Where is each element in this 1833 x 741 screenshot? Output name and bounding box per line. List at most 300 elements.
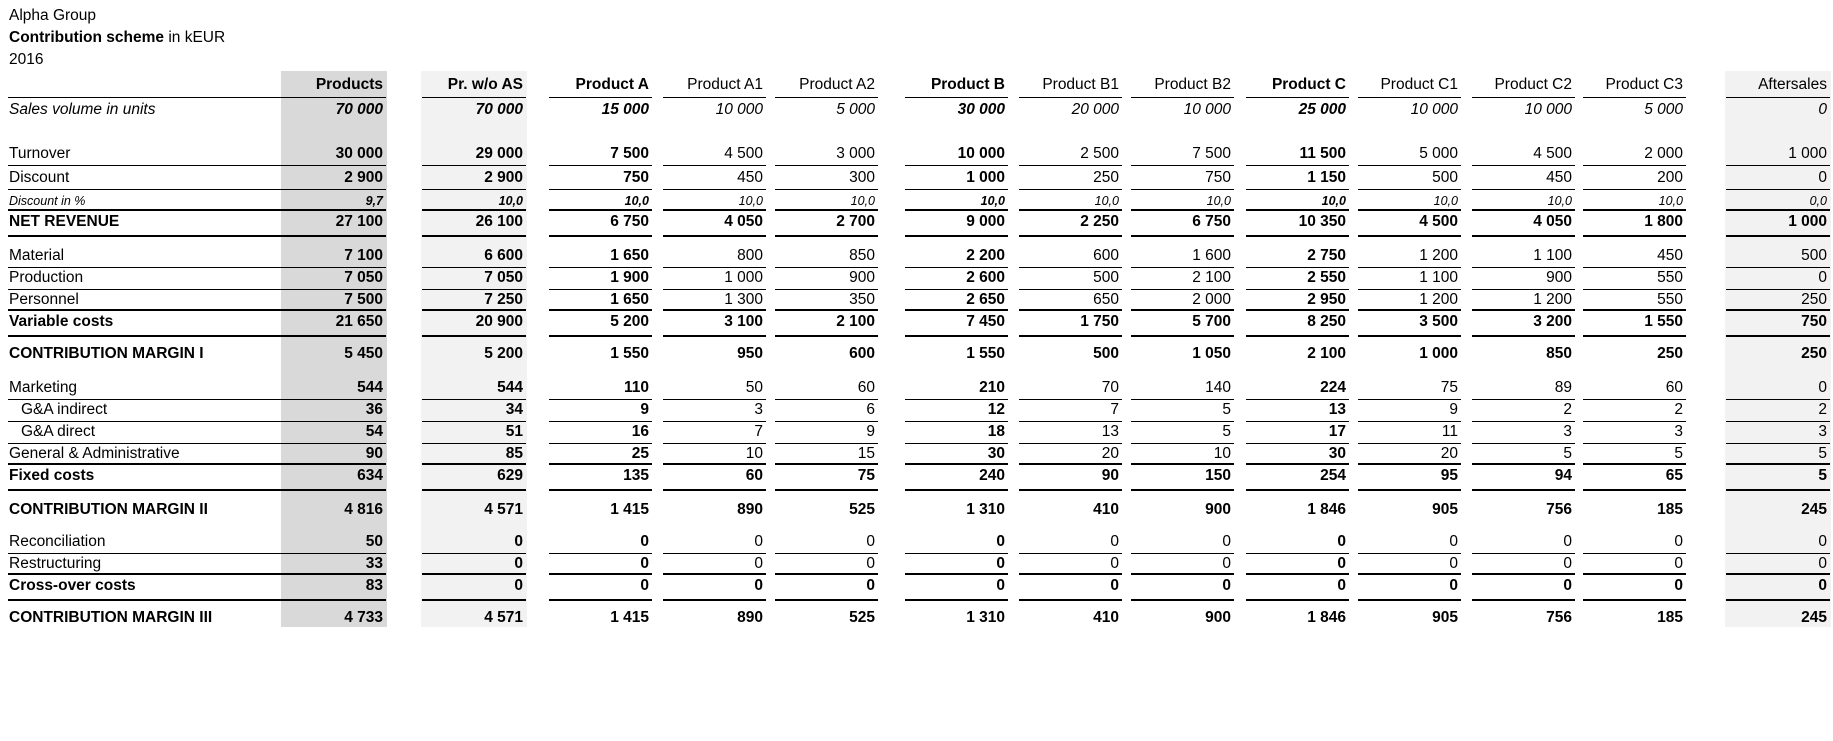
cell-material: 2 750	[1307, 247, 1346, 264]
cell-general-admin: 10	[745, 445, 763, 462]
header-rule-col	[282, 97, 386, 98]
row-separator	[8, 189, 282, 190]
section-end-rule	[1019, 335, 1122, 337]
row-label-cm3: CONTRIBUTION MARGIN III	[9, 609, 213, 626]
report-year: 2016	[9, 51, 44, 68]
total-separator	[1726, 573, 1830, 575]
cell-sales-volume: 15 000	[601, 101, 649, 118]
section-end-rule	[1726, 335, 1830, 337]
total-separator	[282, 209, 386, 211]
row-separator	[1583, 165, 1686, 166]
cell-restructuring: 0	[514, 555, 523, 572]
row-separator	[8, 399, 282, 400]
section-end-rule	[8, 489, 282, 491]
cell-variable-costs: 21 650	[335, 313, 383, 330]
row-separator	[282, 289, 386, 290]
row-separator	[1726, 421, 1830, 422]
row-separator	[905, 189, 1008, 190]
cell-discount-pct: 10,0	[1094, 194, 1119, 208]
total-separator	[1583, 209, 1686, 211]
row-separator	[663, 443, 766, 444]
cell-production: 0	[1818, 269, 1827, 286]
row-separator	[775, 553, 878, 554]
cell-marketing: 50	[745, 379, 763, 396]
cell-restructuring: 0	[1337, 555, 1346, 572]
total-separator	[1131, 573, 1234, 575]
row-separator	[1472, 267, 1575, 268]
cell-reconciliation: 0	[640, 533, 649, 550]
cell-crossover: 0	[1563, 577, 1572, 594]
row-separator	[8, 443, 282, 444]
total-separator	[1131, 463, 1234, 465]
cell-cm2: 1 415	[610, 501, 649, 518]
column-header-products: Products	[315, 76, 383, 93]
cell-crossover: 0	[640, 577, 649, 594]
total-separator	[905, 209, 1008, 211]
total-separator	[1246, 573, 1349, 575]
section-end-rule	[549, 235, 652, 237]
cell-material: 1 200	[1419, 247, 1458, 264]
cell-fixed-costs: 240	[979, 467, 1005, 484]
cell-restructuring: 0	[866, 555, 875, 572]
cell-restructuring: 0	[1449, 555, 1458, 572]
cell-discount-pct: 10,0	[1321, 194, 1346, 208]
row-separator	[1131, 165, 1234, 166]
section-end-rule	[905, 235, 1008, 237]
row-separator	[775, 165, 878, 166]
cell-net-revenue: 4 050	[1533, 213, 1572, 230]
cell-personnel: 1 200	[1533, 291, 1572, 308]
cell-cm3: 905	[1432, 609, 1458, 626]
cell-production: 1 900	[610, 269, 649, 286]
section-end-rule	[1019, 599, 1122, 601]
total-separator	[663, 209, 766, 211]
section-end-rule	[422, 599, 526, 601]
row-separator	[1583, 289, 1686, 290]
section-end-rule	[282, 489, 386, 491]
row-separator	[905, 553, 1008, 554]
cell-variable-costs: 8 250	[1307, 313, 1346, 330]
cell-cm3: 1 310	[966, 609, 1005, 626]
row-separator	[1358, 267, 1461, 268]
row-separator	[1019, 289, 1122, 290]
cell-ga-indirect: 13	[1328, 401, 1346, 418]
column-header-product-b2: Product B2	[1154, 76, 1231, 93]
row-label-production: Production	[9, 269, 84, 286]
cell-net-revenue: 27 100	[335, 213, 383, 230]
row-separator	[1246, 165, 1349, 166]
cell-discount: 300	[849, 169, 875, 186]
row-separator	[1358, 399, 1461, 400]
header-rule-col	[1472, 97, 1575, 98]
cell-material: 800	[737, 247, 763, 264]
row-separator	[663, 399, 766, 400]
cell-cm3: 4 571	[484, 609, 523, 626]
row-label-net-revenue: NET REVENUE	[9, 213, 120, 230]
row-separator	[549, 289, 652, 290]
cell-turnover: 11 500	[1299, 145, 1346, 162]
row-separator	[1472, 165, 1575, 166]
cell-discount: 500	[1432, 169, 1458, 186]
cell-crossover: 0	[866, 577, 875, 594]
total-separator	[1246, 309, 1349, 311]
row-separator	[549, 443, 652, 444]
cell-reconciliation: 0	[1222, 533, 1231, 550]
cell-fixed-costs: 629	[497, 467, 523, 484]
section-end-rule	[549, 599, 652, 601]
row-separator	[282, 267, 386, 268]
total-separator	[663, 309, 766, 311]
cell-fixed-costs: 95	[1440, 467, 1458, 484]
section-end-rule	[905, 335, 1008, 337]
total-separator	[1358, 309, 1461, 311]
row-label-fixed-costs: Fixed costs	[9, 467, 95, 484]
total-separator	[282, 309, 386, 311]
row-separator	[905, 289, 1008, 290]
row-separator	[1472, 421, 1575, 422]
cell-restructuring: 0	[640, 555, 649, 572]
cell-discount: 450	[1546, 169, 1572, 186]
cell-crossover: 0	[754, 577, 763, 594]
column-header-product-a1: Product A1	[687, 76, 763, 93]
cell-turnover: 4 500	[1533, 145, 1572, 162]
cell-turnover: 3 000	[836, 145, 875, 162]
row-separator	[905, 399, 1008, 400]
cell-cm1: 5 450	[344, 345, 383, 362]
row-separator	[8, 289, 282, 290]
section-end-rule	[1726, 489, 1830, 491]
cell-marketing: 544	[497, 379, 523, 396]
cell-fixed-costs: 634	[357, 467, 383, 484]
row-separator	[282, 553, 386, 554]
cell-general-admin: 5	[1818, 445, 1827, 462]
section-end-rule	[663, 489, 766, 491]
cell-cm2: 900	[1205, 501, 1231, 518]
cell-turnover: 2 000	[1644, 145, 1683, 162]
cell-material: 1 650	[610, 247, 649, 264]
cell-material: 600	[1093, 247, 1119, 264]
cell-marketing: 140	[1205, 379, 1231, 396]
total-separator	[775, 573, 878, 575]
cell-net-revenue: 26 100	[475, 213, 523, 230]
cell-restructuring: 0	[1674, 555, 1683, 572]
total-separator	[775, 209, 878, 211]
cell-cm1: 950	[737, 345, 763, 362]
total-separator	[663, 573, 766, 575]
cell-sales-volume: 25 000	[1298, 101, 1346, 118]
header-rule-col	[905, 97, 1008, 98]
cell-variable-costs: 3 500	[1419, 313, 1458, 330]
cell-ga-direct: 13	[1101, 423, 1119, 440]
cell-cm3: 1 415	[610, 609, 649, 626]
cell-crossover: 0	[1222, 577, 1231, 594]
cell-sales-volume: 70 000	[335, 101, 383, 118]
row-separator	[422, 421, 526, 422]
row-separator	[1131, 553, 1234, 554]
row-separator	[663, 553, 766, 554]
cell-fixed-costs: 65	[1665, 467, 1683, 484]
company-name: Alpha Group	[9, 7, 97, 24]
cell-ga-indirect: 12	[987, 401, 1005, 418]
row-separator	[775, 421, 878, 422]
cell-ga-direct: 9	[866, 423, 875, 440]
section-end-rule	[282, 335, 386, 337]
row-separator	[422, 399, 526, 400]
row-separator	[905, 443, 1008, 444]
cell-cm3: 525	[849, 609, 875, 626]
cell-cm1: 1 050	[1192, 345, 1231, 362]
cell-crossover: 0	[1449, 577, 1458, 594]
cell-general-admin: 25	[631, 445, 649, 462]
section-end-rule	[905, 489, 1008, 491]
row-separator	[1246, 267, 1349, 268]
cell-ga-direct: 18	[987, 423, 1005, 440]
header-rule-col	[422, 97, 526, 98]
cell-material: 850	[849, 247, 875, 264]
header-rule-col	[549, 97, 652, 98]
column-header-product-c2: Product C2	[1494, 76, 1572, 93]
cell-marketing: 110	[623, 379, 649, 396]
cell-general-admin: 90	[365, 445, 383, 462]
cell-restructuring: 0	[1222, 555, 1231, 572]
total-separator	[1246, 209, 1349, 211]
cell-ga-direct: 7	[754, 423, 763, 440]
cell-fixed-costs: 90	[1101, 467, 1119, 484]
cell-marketing: 210	[979, 379, 1005, 396]
row-label-discount-pct: Discount in %	[9, 194, 86, 208]
cell-net-revenue: 6 750	[610, 213, 649, 230]
cell-cm3: 1 846	[1307, 609, 1346, 626]
cell-sales-volume: 70 000	[475, 101, 523, 118]
total-separator	[282, 463, 386, 465]
cell-marketing: 60	[857, 379, 875, 396]
cell-ga-indirect: 36	[365, 401, 383, 418]
section-end-rule	[282, 599, 386, 601]
cell-net-revenue: 9 000	[966, 213, 1005, 230]
row-separator	[1583, 443, 1686, 444]
cell-sales-volume: 10 000	[1183, 101, 1231, 118]
cell-personnel: 550	[1657, 291, 1683, 308]
cell-cm2: 756	[1546, 501, 1572, 518]
cell-marketing: 224	[1320, 379, 1346, 396]
cell-variable-costs: 5 200	[610, 313, 649, 330]
total-separator	[1131, 209, 1234, 211]
row-separator	[422, 189, 526, 190]
column-header-product-c: Product C	[1271, 76, 1346, 93]
section-end-rule	[1358, 489, 1461, 491]
row-separator	[1726, 399, 1830, 400]
row-separator	[1583, 267, 1686, 268]
cell-cm1: 5 200	[484, 345, 523, 362]
row-label-restructuring: Restructuring	[9, 555, 102, 572]
cell-discount: 750	[623, 169, 649, 186]
row-separator	[1131, 421, 1234, 422]
column-header-product-a: Product A	[575, 76, 649, 93]
total-separator	[422, 309, 526, 311]
header-rule-col	[1583, 97, 1686, 98]
section-end-rule	[775, 235, 878, 237]
cell-general-admin: 5	[1674, 445, 1683, 462]
header-rule-col	[1726, 97, 1830, 98]
scheme-title-bold: Contribution scheme	[9, 29, 165, 46]
total-separator	[1583, 463, 1686, 465]
cell-ga-indirect: 7	[1110, 401, 1119, 418]
cell-turnover: 1 000	[1788, 145, 1827, 162]
row-label-marketing: Marketing	[9, 379, 78, 396]
row-separator	[1246, 553, 1349, 554]
cell-net-revenue: 4 500	[1419, 213, 1458, 230]
row-separator	[905, 267, 1008, 268]
total-separator	[1583, 573, 1686, 575]
cell-sales-volume: 0	[1818, 101, 1827, 118]
row-separator	[663, 289, 766, 290]
total-separator	[8, 463, 282, 465]
column-header-product-b: Product B	[930, 76, 1005, 93]
total-separator	[549, 209, 652, 211]
cell-material: 450	[1657, 247, 1683, 264]
row-label-reconciliation: Reconciliation	[9, 533, 106, 550]
cell-discount: 450	[737, 169, 763, 186]
row-separator	[1019, 421, 1122, 422]
section-end-rule	[8, 599, 282, 601]
total-separator	[1246, 463, 1349, 465]
header-rule-col	[1131, 97, 1234, 98]
section-end-rule	[775, 599, 878, 601]
section-end-rule	[1583, 599, 1686, 601]
cell-turnover: 10 000	[957, 145, 1005, 162]
column-header-aftersales: Aftersales	[1758, 76, 1827, 93]
cell-cm2: 525	[849, 501, 875, 518]
row-separator	[1131, 267, 1234, 268]
section-end-rule	[905, 599, 1008, 601]
cell-discount-pct: 10,0	[1658, 194, 1683, 208]
cell-cm3: 245	[1801, 609, 1827, 626]
row-separator	[282, 189, 386, 190]
section-end-rule	[1131, 599, 1234, 601]
total-separator	[1358, 209, 1461, 211]
row-separator	[1246, 443, 1349, 444]
cell-cm2: 245	[1801, 501, 1827, 518]
row-separator	[1583, 399, 1686, 400]
total-separator	[775, 463, 878, 465]
cell-production: 2 550	[1307, 269, 1346, 286]
cell-production: 900	[849, 269, 875, 286]
section-end-rule	[663, 235, 766, 237]
row-separator	[1131, 399, 1234, 400]
total-separator	[1019, 309, 1122, 311]
row-separator	[663, 421, 766, 422]
cell-fixed-costs: 60	[745, 467, 763, 484]
header-rule-col	[663, 97, 766, 98]
cell-fixed-costs: 254	[1320, 467, 1346, 484]
total-separator	[1726, 209, 1830, 211]
section-end-rule	[1583, 489, 1686, 491]
section-end-rule	[1246, 489, 1349, 491]
row-separator	[1246, 189, 1349, 190]
row-label-turnover: Turnover	[9, 145, 71, 162]
cell-production: 1 000	[724, 269, 763, 286]
row-label-crossover: Cross-over costs	[9, 577, 136, 594]
row-separator	[422, 443, 526, 444]
row-separator	[549, 421, 652, 422]
total-separator	[905, 573, 1008, 575]
section-end-rule	[8, 335, 282, 337]
cell-discount-pct: 10,0	[624, 194, 649, 208]
cell-discount-pct: 10,0	[980, 194, 1005, 208]
total-separator	[8, 309, 282, 311]
row-separator	[1472, 289, 1575, 290]
cell-reconciliation: 0	[866, 533, 875, 550]
cell-marketing: 70	[1101, 379, 1119, 396]
row-separator	[1131, 443, 1234, 444]
row-separator	[1019, 267, 1122, 268]
row-separator	[8, 553, 282, 554]
total-separator	[1726, 463, 1830, 465]
row-label-ga-direct: G&A direct	[21, 423, 96, 440]
cell-ga-indirect: 34	[505, 401, 523, 418]
row-separator	[1726, 289, 1830, 290]
total-separator	[1472, 573, 1575, 575]
column-header-product-b1: Product B1	[1042, 76, 1119, 93]
cell-cm3: 890	[737, 609, 763, 626]
cell-ga-indirect: 2	[1674, 401, 1683, 418]
cell-ga-direct: 3	[1563, 423, 1572, 440]
section-end-rule	[1358, 599, 1461, 601]
cell-ga-indirect: 9	[640, 401, 649, 418]
cell-cm2: 4 816	[344, 501, 383, 518]
cell-restructuring: 0	[1563, 555, 1572, 572]
row-separator	[1583, 421, 1686, 422]
section-end-rule	[1246, 235, 1349, 237]
cell-ga-indirect: 3	[754, 401, 763, 418]
section-end-rule	[1019, 235, 1122, 237]
cell-cm1: 250	[1657, 345, 1683, 362]
cell-net-revenue: 4 050	[724, 213, 763, 230]
row-separator	[8, 267, 282, 268]
row-separator	[775, 267, 878, 268]
cell-cm1: 1 550	[966, 345, 1005, 362]
row-label-ga-indirect: G&A indirect	[21, 401, 108, 418]
cell-cm3: 410	[1093, 609, 1119, 626]
cell-general-admin: 85	[505, 445, 523, 462]
row-separator	[663, 189, 766, 190]
cell-ga-direct: 54	[365, 423, 383, 440]
cell-material: 1 100	[1533, 247, 1572, 264]
cell-restructuring: 0	[1818, 555, 1827, 572]
section-end-rule	[1583, 235, 1686, 237]
section-end-rule	[1019, 489, 1122, 491]
cell-marketing: 75	[1440, 379, 1458, 396]
section-end-rule	[1726, 599, 1830, 601]
section-end-rule	[8, 235, 282, 237]
cell-personnel: 1 200	[1419, 291, 1458, 308]
cell-turnover: 7 500	[610, 145, 649, 162]
cell-production: 7 050	[344, 269, 383, 286]
row-label-cm1: CONTRIBUTION MARGIN I	[9, 345, 204, 362]
cell-cm3: 900	[1205, 609, 1231, 626]
cell-material: 1 600	[1192, 247, 1231, 264]
row-separator	[422, 553, 526, 554]
cell-production: 900	[1546, 269, 1572, 286]
cell-discount: 750	[1205, 169, 1231, 186]
row-separator	[905, 421, 1008, 422]
row-separator	[1583, 189, 1686, 190]
cell-fixed-costs: 150	[1205, 467, 1231, 484]
cell-turnover: 30 000	[335, 145, 383, 162]
cell-turnover: 4 500	[724, 145, 763, 162]
cell-material: 500	[1801, 247, 1827, 264]
cell-cm1: 2 100	[1307, 345, 1346, 362]
